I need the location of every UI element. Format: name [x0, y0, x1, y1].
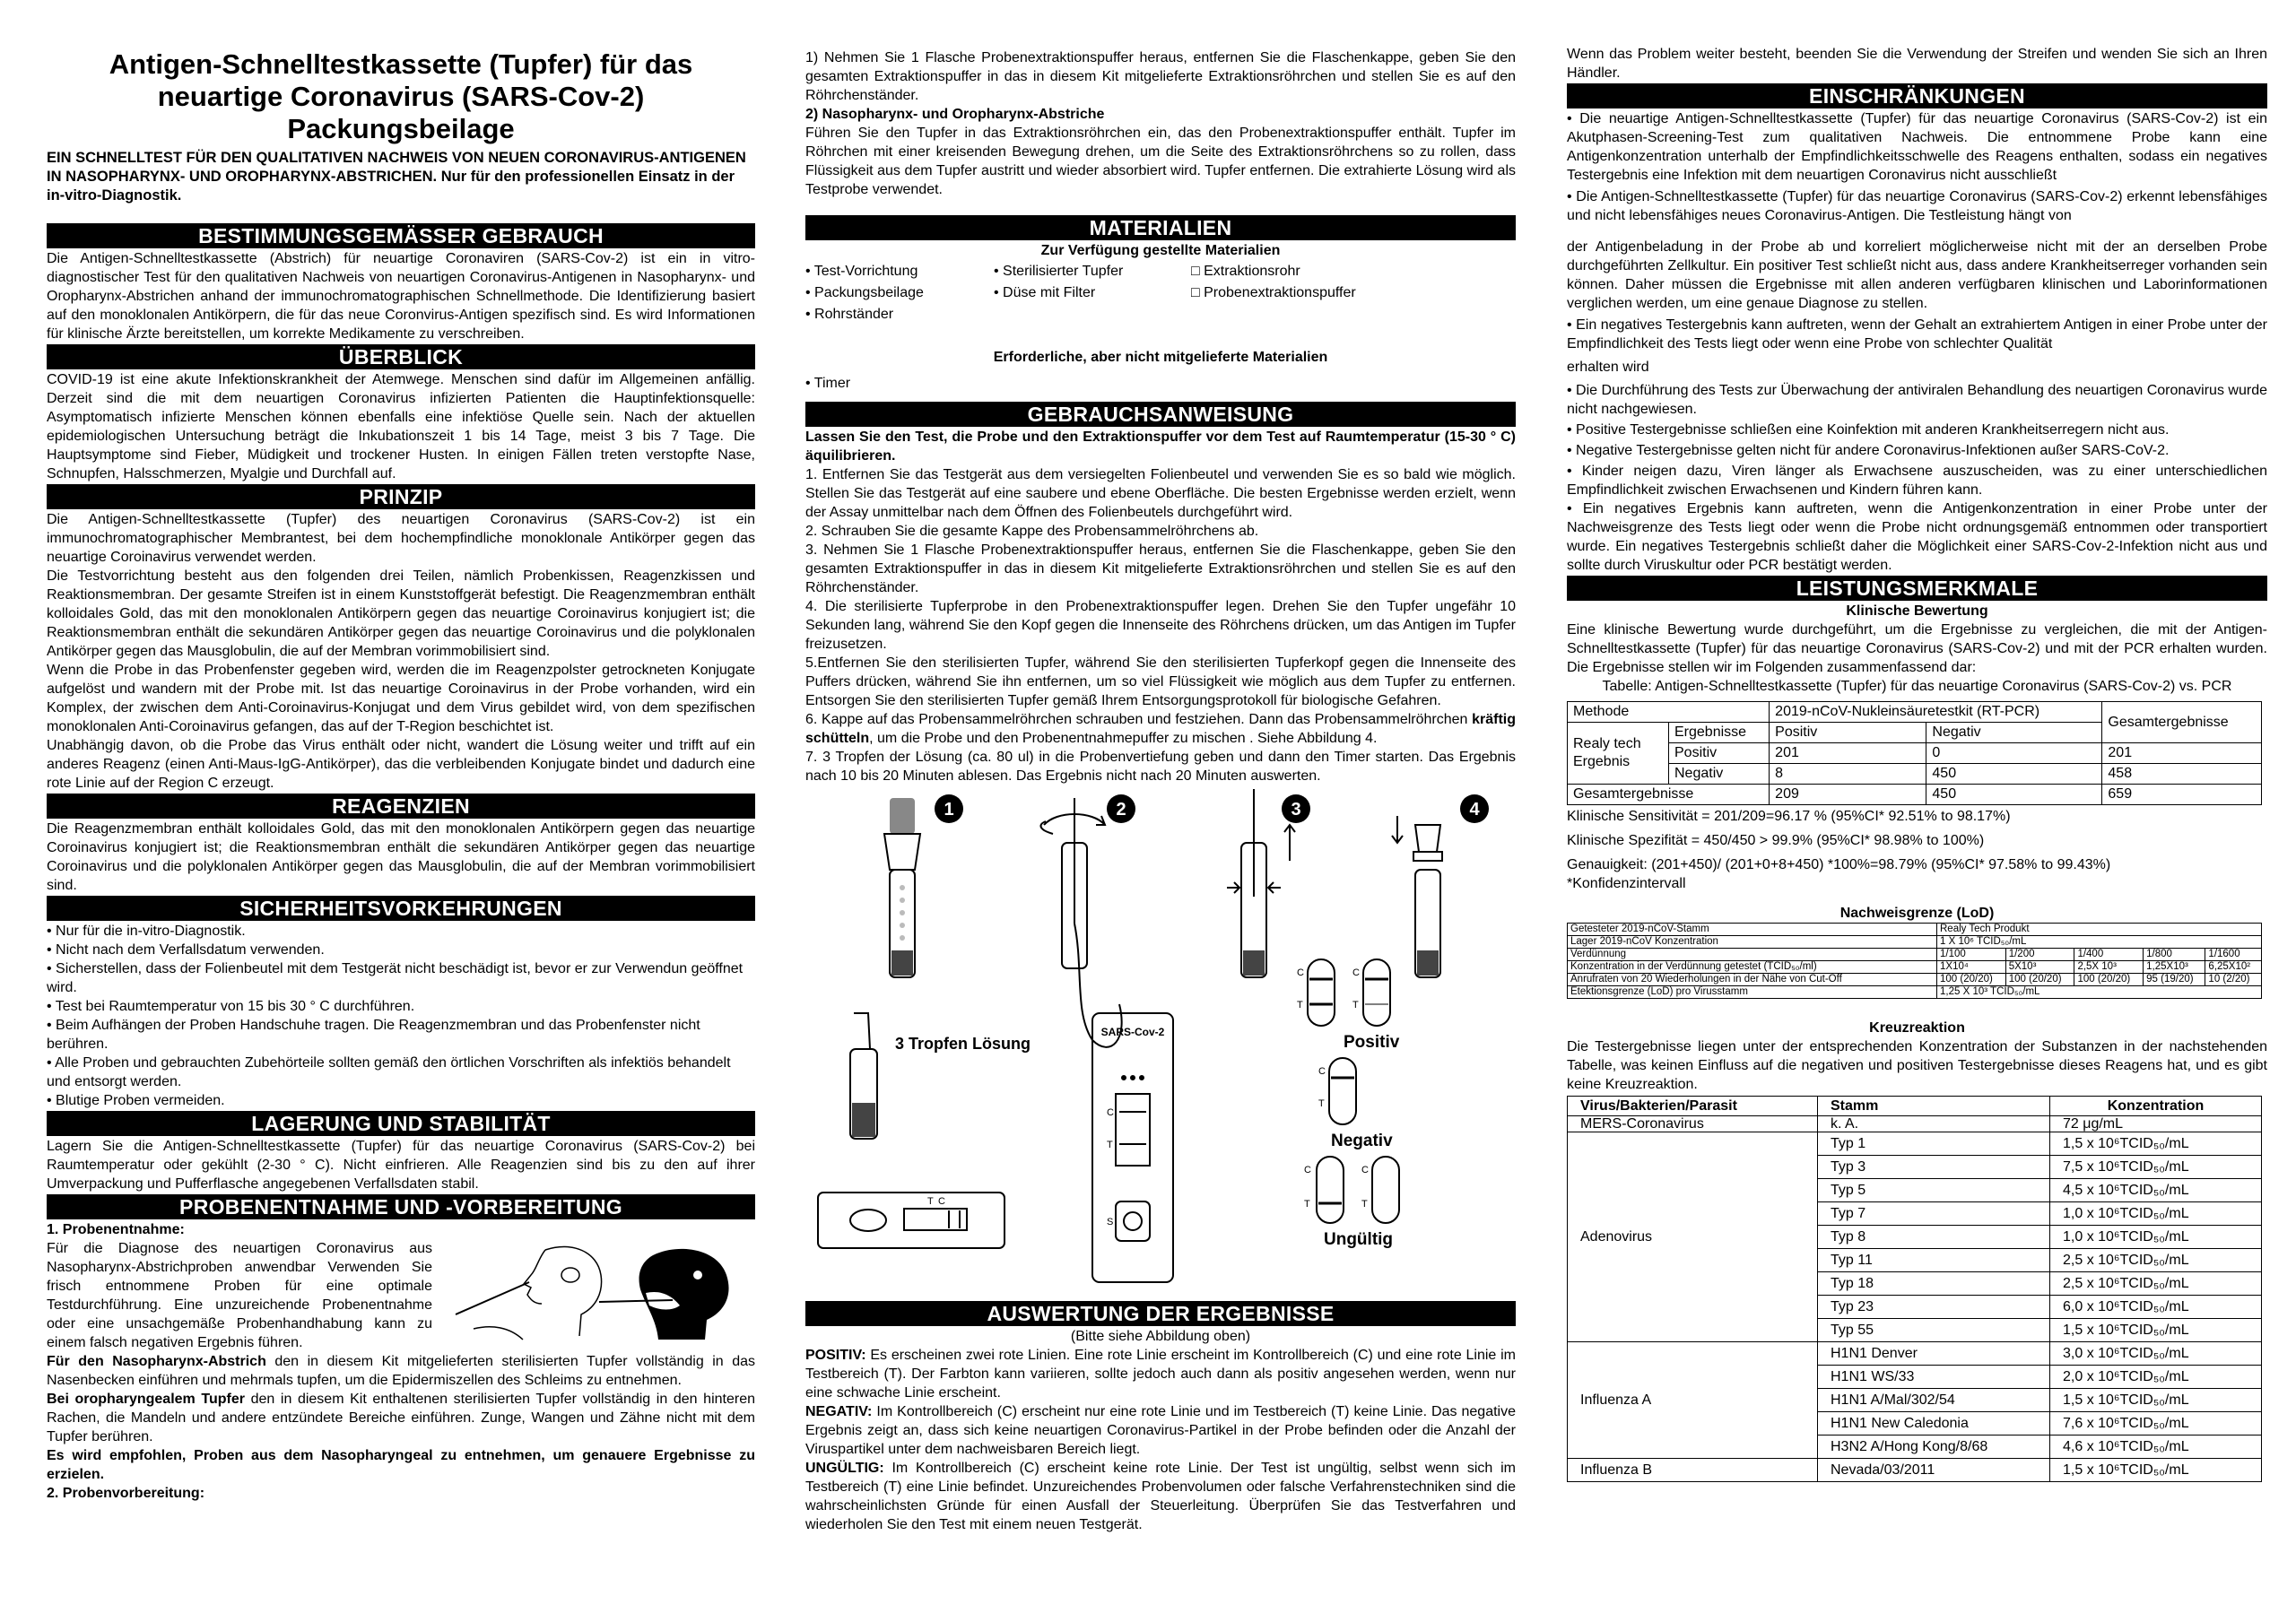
table-cell: H1N1 WS/33	[1818, 1366, 2050, 1389]
table-row	[1568, 1342, 2262, 1366]
table-cell: 1,5 x 10⁶TCID₅₀/mL	[2050, 1319, 2262, 1342]
list-item: • Sicherstellen, dass der Folienbeutel mit dem Testgerät nicht beschädigt ist, bevor er zur Verwendun geöffnet wird.	[47, 961, 744, 995]
kreuz-text: Die Testergebnisse liegen unter der entsprechenden Konzentration der Substanzen in der nachstehenden Tabelle, was keinen Einfluss auf die negativen und positiven Testergebnisse dieses Reagens hat, und es gibt keine Kreuzreaktion.	[1567, 1039, 2267, 1092]
table-cell: 7,5 x 10⁶TCID₅₀/mL	[2050, 1156, 2262, 1179]
anweisung-step: 2. Schrauben Sie die gesamte Kappe des Probensammelröhrchens ab.	[805, 524, 1259, 539]
table-cell: 1,25 X 10³ TCID₅₀/mL	[1937, 986, 2262, 999]
table-row	[1568, 764, 2262, 785]
heading-einschraenkungen: EINSCHRÄNKUNGEN	[1567, 83, 2267, 108]
table-cell: Nevada/03/2011	[1818, 1459, 2050, 1482]
positive-t-label: T	[1297, 1000, 1303, 1010]
list-item: • Alle Proben und gebrauchten Zubehörteile sollten gemäß den örtlichen Vorschriften als infektiös behandelt und entsorgt werden.	[47, 1055, 731, 1089]
table-cell: 6,25X10²	[2205, 961, 2262, 974]
table-cell: 95 (19/20)	[2144, 974, 2205, 986]
table-cell: 1,5 x 10⁶TCID₅₀/mL	[2050, 1389, 2262, 1412]
heading-probenentnahme: PROBENENTNAHME UND -VORBEREITUNG	[47, 1194, 755, 1219]
table-cell: 10 (2/20)	[2205, 974, 2262, 986]
list-item: • Blutige Proben vermeiden.	[47, 1093, 225, 1108]
auswertung-negative	[805, 1402, 1516, 1459]
positive-c-label-2: C	[1352, 967, 1360, 978]
list-item: • Packungsbeilage	[805, 285, 924, 300]
invalid-text: Im Kontrollbereich (C) erscheint keine rote Linie. Der Test ist ungültig, selbst wenn sich im Testbereich (T) eine Linie befindet. Unzureichendes Probenvolumen oder falsche Verfahrenstechniken sind die wahrscheinlichsten Gründe für einen Ausfall der Steuerleitung. Überprüfen Sie das Testverfahren und wiederholen Sie den Test mit einem neuen Testgerät.	[805, 1461, 1516, 1532]
nasal-swab-head-icon	[456, 1246, 602, 1340]
anweisung-step: 4. Die sterilisierte Tupferprobe in den Probenextraktionspuffer legen. Drehen Sie den Tupfer ungefähr 10 Sekunden lang, während Sie den Kopf gegen die Innenseite des Röhrchens drücken, um das Antigen im Tupfer freizusetzen.	[805, 599, 1516, 652]
invalid-label: UNGÜLTIG:	[805, 1461, 884, 1476]
heading-materialien: MATERIALIEN	[805, 215, 1516, 240]
naso-instruction	[47, 1352, 755, 1390]
column-right	[1567, 45, 2267, 1482]
sicherheit-list	[47, 922, 755, 1110]
table-cell: Typ 55	[1818, 1319, 2050, 1342]
table-cell: Konzentration in der Verdünnung getestet (TCID₅₀/ml)	[1568, 961, 1937, 974]
table-row	[1568, 936, 2262, 949]
negative-label: NEGATIV:	[805, 1404, 873, 1419]
negative-c-label: C	[1318, 1066, 1326, 1077]
table-row	[1568, 924, 2262, 936]
table-cell: 1,5 x 10⁶TCID₅₀/mL	[2050, 1459, 2262, 1482]
limitation-item: • Positive Testergebnisse schließen eine Koinfektion mit anderen Krankheitserregern nicht aus.	[1567, 422, 2170, 438]
table-cell: 1,0 x 10⁶TCID₅₀/mL	[2050, 1202, 2262, 1226]
auswertung-note: (Bitte siehe Abbildung oben)	[1070, 1329, 1251, 1344]
table-row	[1568, 785, 2262, 805]
table-row	[1568, 1459, 2262, 1482]
table-cell: Adenovirus	[1568, 1132, 1818, 1342]
table-cell: Typ 5	[1818, 1179, 2050, 1202]
invalid-t-label-2: T	[1361, 1199, 1368, 1210]
table-row	[1568, 974, 2262, 986]
leistung-sub: Klinische Bewertung	[1846, 603, 1988, 619]
cross-reaction-table	[1567, 1096, 2262, 1482]
materialien-provided-title: Zur Verfügung gestellte Materialien	[1040, 243, 1281, 258]
table-cell: 100 (20/20)	[1937, 974, 2006, 986]
table-cell: Typ 18	[1818, 1272, 2050, 1296]
table-cell: Negativ	[1669, 764, 1770, 785]
list-item: • Düse mit Filter	[994, 285, 1096, 300]
table-cell: 201	[2102, 743, 2262, 764]
limitation-item: der Antigenbeladung in der Probe ab und korreliert möglicherweise nicht mit der an derselben Probe durchgeführten Zellkultur. Ein positiver Test schließt nicht aus, dass andere Krankheitserreger vorhanden sein können. Daher müssen die Ergebnisse mit allen anderen verfügbaren klinischen und Laborinformationen verglichen werden, um eine genaue Diagnose zu stellen.	[1567, 239, 2267, 311]
list-item: □ Probenextraktionspuffer	[1191, 285, 1356, 300]
table-caption: Tabelle: Antigen-Schnelltestkassette (Tupfer) für das neuartige Coronavirus (SARS-Cov-2) vs. PCR	[1602, 679, 2232, 694]
table-cell: 1/800	[2144, 949, 2205, 961]
table-cell: 201	[1770, 743, 1926, 764]
oro-text: den in diesem Kit enthaltenen sterilisierten Tupfer vollständig in den hinteren Rachen, die Mandeln und andere entzündete Bereiche einführen. Zunge, Wangen und Zähne nicht mit dem Tupfer berühren.	[47, 1392, 755, 1444]
table-header: Konzentration	[2050, 1097, 2262, 1116]
heading-auswertung: AUSWERTUNG DER ERGEBNISSE	[805, 1301, 1516, 1326]
invalid-c-label-2: C	[1361, 1165, 1369, 1175]
step6-text-end: , um die Probe und den Probenentnahmepuffer zu mischen . Siehe Abbildung 4.	[869, 731, 1378, 746]
heading-anweisung: GEBRAUCHSANWEISUNG	[805, 402, 1516, 427]
limitation-item: erhalten wird	[1567, 360, 1649, 375]
anweisung-intro: Lassen Sie den Test, die Probe und den Extraktionspuffer vor dem Test auf Raumtemperatur (15-30 ° C) äquilibrieren.	[805, 429, 1516, 464]
vorbereitung-item-2-text: Führen Sie den Tupfer in das Extraktionsröhrchen ein, das den Probenextraktionspuffer enthält. Tupfer im Röhrchen mit einer kreisenden Bewegung drehen, um die Seite des Extraktionsröhrchens so zu rollen, dass Flüssigkeit aus dem Tupfer austritt und wieder absorbiert wird. Tupfer entfernen. Die extrahierte Lösung wird als Testprobe verwendet.	[805, 126, 1516, 197]
table-header-row	[1568, 1097, 2262, 1116]
table-row	[1568, 702, 2262, 723]
document-title: Antigen-Schnelltestkassette (Tupfer) für das neuartige Coronavirus (SARS-Cov-2) Packungsbeilage	[109, 48, 693, 144]
probenentnahme-step1-text: Für die Diagnose des neuartigen Coronavirus aus Nasopharynx-Abstrichproben anwendbar Verwenden Sie frisch entnommene Proben für eine optimale Testdurchführung. Eine unzureichende Probenentnahme oder eine unsachgemäße Probenhandhabung kann zu einem falsch negativen Ergebnis führen.	[47, 1241, 432, 1350]
step-3-number: 3	[1291, 800, 1301, 820]
limitation-item: • Ein negatives Ergebnis kann auftreten, wenn die Antigenkonzentration in einer Probe unter der Nachweisgrenze des Tests liegt oder wenn die Probe nicht ordnungsgemäß entnommen oder transportiert wurde. Ein negatives Testergebnis schließt daher die Möglichkeit einer SARS-Cov-2-Infektion nicht aus und sollte durch Viruskultur oder PCR bestätigt werden.	[1567, 501, 2267, 573]
limitation-item: • Die Durchführung des Tests zur Überwachung der antiviralen Behandlung des neuartigen Coronavirus wurde nicht nachgewiesen.	[1567, 383, 2267, 417]
table-cell: 450	[1926, 785, 2102, 805]
step-4-cap-icon	[1392, 816, 1442, 977]
table-cell: Anrufraten von 20 Wiederholungen in der Nähe von Cut-Off	[1568, 974, 1937, 986]
table-cell: 1X10⁴	[1937, 961, 2006, 974]
leistung-text: Eine klinische Bewertung wurde durchgeführt, um die Ergebnisse zu vergleichen, die mit der Antigen-Schnelltestkassette (Tupfer) für das neuartige Coronavirus (SARS-Cov-2) und mit der PCR erhalten wurden. Die Ergebnisse stellen wir im Folgenden zusammenfassend dar:	[1567, 622, 2267, 675]
prinzip-paragraph: Die Testvorrichtung besteht aus den folgenden drei Teilen, nämlich Probenkissen, Reagenzkissen und Reaktionsmembran. Der gesamte Streifen ist in einem Kunststoffgerät befestigt. Die Reagenzmembran enthält kolloidales Gold, das mit den monoklonalen Antikörpern gegen das neuartige Coroinavirus konjugiert ist; die Reaktionsmembran enthält die sekundären Antikörper gegen das neuartige Coroinavirus und die polyklonalen Antikörper gegen das Mausglobulin, die auf der Membran vorimmobilisiert sind.	[47, 568, 755, 659]
table-cell: H1N1 New Caledonia	[1818, 1412, 2050, 1436]
column-middle	[805, 48, 1516, 1534]
anweisung-step: 3. Nehmen Sie 1 Flasche Probenextraktionspuffer heraus, entfernen Sie die Flaschenkappe, geben Sie den gesamten Extraktionspuffer in das in diesem Kit mitgelieferte Extraktionsröhrchen und stellen Sie es auf den Röhrchenständer.	[805, 542, 1516, 595]
anweisung-step-6	[805, 710, 1516, 748]
table-cell: Getesteter 2019-nCoV-Stamm	[1568, 924, 1937, 936]
table-cell: Ergebnisse	[1669, 723, 1770, 743]
prinzip-paragraph: Die Antigen-Schnelltestkassette (Tupfer) des neuartigen Coronavirus (SARS-Cov-2) ist ein immunochromatographischer Membrantest, bei dem hochempfindliche monoklonale Antikörper gegen das neuartige Coroinavirus verwendet werden.	[47, 512, 755, 565]
table-cell: Typ 7	[1818, 1202, 2050, 1226]
step-2-number: 2	[1116, 800, 1126, 820]
table-cell: 1,25X10³	[2144, 961, 2205, 974]
cassette-flat-icon	[818, 1193, 1004, 1248]
table-row	[1568, 986, 2262, 999]
table-cell: 458	[2102, 764, 2262, 785]
table-row	[1568, 949, 2262, 961]
table-cell: 100 (20/20)	[2005, 974, 2074, 986]
table-cell: 4,6 x 10⁶TCID₅₀/mL	[2050, 1436, 2262, 1459]
table-cell: Positiv	[1669, 743, 1770, 764]
step-1-number: 1	[944, 800, 954, 820]
list-item: □ Extraktionsrohr	[1191, 264, 1300, 279]
cassette-brand-label: SARS-Cov-2	[1100, 1026, 1165, 1038]
table-row	[1568, 1116, 2262, 1132]
table-cell: 209	[1770, 785, 1926, 805]
table-cell: Negativ	[1926, 723, 2102, 743]
limitation-item: • Die Antigen-Schnelltestkassette (Tupfer) für das neuartige Coronavirus (SARS-Cov-2) erkennt lebensfähiges und nicht lebensfähiges neues Coronavirus-Antigen. Die Testleistung hängt von	[1567, 189, 2267, 223]
probenvorbereitung-title: 2. Probenvorbereitung:	[47, 1486, 205, 1501]
table-cell: Typ 23	[1818, 1296, 2050, 1319]
table-cell: 5X10³	[2005, 961, 2074, 974]
table-cell: Gesamtergebnisse	[2102, 702, 2262, 743]
list-item: • Test-Vorrichtung	[805, 264, 918, 279]
reagenzien-text: Die Reagenzmembran enthält kolloidales Gold, das mit den monoklonalen Antikörpern gegen das neuartige Coroinavirus konjugiert ist; die Reaktionsmembran enthält die sekundären Antikörper gegen das neuartige Coroinavirus und die polyklonalen Antikörper gegen das Mausglobulin, die auf der Membran vorimmobilisiert sind.	[47, 821, 755, 893]
table-cell: 1,5 x 10⁶TCID₅₀/mL	[2050, 1132, 2262, 1156]
table-row	[1568, 961, 2262, 974]
step6-bold: kräftig schütteln	[805, 712, 1516, 746]
table-cell: 6,0 x 10⁶TCID₅₀/mL	[2050, 1296, 2262, 1319]
positive-label: POSITIV:	[805, 1348, 866, 1363]
oro-instruction	[47, 1390, 755, 1446]
table-cell: Positiv	[1770, 723, 1926, 743]
sensitivity-text: Klinische Sensitivität = 201/209=96.17 % (95%CI* 92.51% to 98.17%)	[1567, 809, 2011, 824]
positive-text: Es erscheinen zwei rote Linien. Eine rote Linie erscheint im Kontrollbereich (C) und eine rote Linie im Testbereich (T). Der Farbton kann variieren, sollte jedoch auch dann als positiv angesehen werden, wenn nur eine schwache Linie erscheint.	[805, 1348, 1516, 1401]
table-cell: 659	[2102, 785, 2262, 805]
table-cell: H3N2 A/Hong Kong/8/68	[1818, 1436, 2050, 1459]
table-cell: Etektionsgrenze (LoD) pro Virusstamm	[1568, 986, 1937, 999]
step-1-tube-icon	[884, 798, 920, 977]
materialien-provided-list	[805, 264, 1516, 323]
cassette-t-label: T	[1107, 1140, 1113, 1150]
limitation-item: • Negative Testergebnisse gelten nicht für andere Coronavirus-Infektionen außer SARS-CoV-2.	[1567, 443, 2170, 458]
table-cell: 72 μg/mL	[2050, 1116, 2262, 1132]
prinzip-paragraph: Wenn die Probe in das Probenfenster gegeben wird, werden die im Reagenzpolster getrockneten Konjugate aufgelöst und wandern mit der Probe mit. Ist das neuartige Coroinavirus in der Probe vorhanden, wird ein Komplex, der zwischen dem Anti-Coroinavirus-Konjugat und dem Virus gebildet wird, von dem spezifischen monoklonalen Anti-Coroinavirus gefangen, das auf der T-Region beschichtet ist.	[47, 663, 755, 734]
table-row	[1568, 743, 2262, 764]
table-cell: 450	[1926, 764, 2102, 785]
table-cell: 7,6 x 10⁶TCID₅₀/mL	[2050, 1412, 2262, 1436]
table-cell: 100 (20/20)	[2074, 974, 2144, 986]
cassette-s-label: S	[1107, 1217, 1114, 1227]
list-item: • Test bei Raumtemperatur von 15 bis 30 ° C durchführen.	[47, 999, 415, 1014]
auswertung-invalid	[805, 1459, 1516, 1534]
table-cell: Influenza A	[1568, 1342, 1818, 1459]
oral-swab-head-icon	[599, 1249, 729, 1340]
heading-lagerung: LAGERUNG UND STABILITÄT	[47, 1111, 755, 1136]
accuracy-text: Genauigkeit: (201+450)/ (201+0+8+450) *100%=98.79% (95%CI* 97.58% to 99.43%)	[1567, 857, 2111, 872]
table-cell: Influenza B	[1568, 1459, 1818, 1482]
heading-sicherheit: SICHERHEITSVORKEHRUNGEN	[47, 896, 755, 921]
step-2-swab-rotate-icon	[1040, 798, 1121, 1047]
table-cell: Realy Tech Produkt	[1937, 924, 2262, 936]
limitation-item: • Die neuartige Antigen-Schnelltestkassette (Tupfer) für das neuartige Coronavirus (SARS-Cov-2) ist ein Akutphasen-Screening-Test zum qualitativen Nachweis. Die entnommene Probe kann eine Antigenkonzentration unterhalb der Empfindlichkeitsschwelle des Reagens enthalten, sodass ein negatives Testergebnis eine Infektion mit dem neuartigen Coronavirus nicht ausschließt	[1567, 111, 2267, 183]
table-cell: 1,0 x 10⁶TCID₅₀/mL	[2050, 1226, 2262, 1249]
cassette-flat-t-label: T	[927, 1196, 934, 1207]
positive-c-label: C	[1297, 967, 1304, 978]
table-cell: 1/100	[1937, 949, 2006, 961]
table-cell: 0	[1926, 743, 2102, 764]
table-cell: Typ 3	[1818, 1156, 2050, 1179]
list-item: • Beim Aufhängen der Proben Handschuhe tragen. Die Reagenzmembran und das Probenfenster nicht berühren.	[47, 1018, 700, 1052]
cassette-c-label: C	[1107, 1107, 1114, 1118]
result-negative-icon	[1329, 1058, 1356, 1124]
naso-text: den in diesem Kit mitgelieferten sterilisierten Tupfer vollständig in das Nasenbecken einführen und mehrmals tupfen, um die Epidermiszellen des Schleims zu entnehmen.	[47, 1354, 756, 1388]
table-cell: Typ 8	[1818, 1226, 2050, 1249]
table-cell: 8	[1770, 764, 1926, 785]
heading-leistung: LEISTUNGSMERKMALE	[1567, 576, 2267, 601]
table-cell: 2019-nCoV-Nukleinsäuretestkit (RT-PCR)	[1770, 702, 2102, 723]
list-item: • Nicht nach dem Verfallsdatum verwenden.	[47, 942, 325, 958]
lagerung-text: Lagern Sie die Antigen-Schnelltestkassette (Tupfer) für das neuartige Coronavirus (SARS-Cov-2) bei Raumtemperatur oder gekühlt (2-30 ° C). Nicht einfrieren. Alle Reagenzien sind bis zu den auf ihrer Umverpackung und Pufferflasche angegebenen Verfallsdaten stabil.	[47, 1139, 755, 1192]
table-cell: MERS-Coronavirus	[1568, 1116, 1818, 1132]
cassette-flat-c-label: C	[938, 1196, 945, 1207]
table-cell: Gesamtergebnisse	[1568, 785, 1770, 805]
dropper-tube-icon	[850, 1013, 877, 1139]
probenentnahme-block	[47, 1239, 755, 1352]
procedure-figure	[805, 789, 1516, 1300]
specificity-text: Klinische Spezifität = 450/450 > 99.9% (95%CI* 98.98% to 100%)	[1567, 833, 1985, 848]
table-cell: Realy tech Ergebnis	[1568, 723, 1669, 785]
cassette-upright-icon	[1092, 1013, 1173, 1282]
lod-table	[1567, 923, 2262, 999]
table-cell: 2,5 x 10⁶TCID₅₀/mL	[2050, 1249, 2262, 1272]
materialien-required-item: • Timer	[805, 376, 851, 391]
table-header: Stamm	[1818, 1097, 2050, 1116]
invalid-c-label: C	[1304, 1165, 1311, 1175]
list-item: • Nur für die in-vitro-Diagnostik.	[47, 924, 246, 939]
table-cell: 1 X 10⁶ TCID₅₀/mL	[1937, 936, 2262, 949]
table-cell: Methode	[1568, 702, 1770, 723]
oro-label: Bei oropharyngealem Tupfer	[47, 1392, 245, 1407]
table-cell: k. A.	[1818, 1116, 2050, 1132]
prinzip-paragraph: Unabhängig davon, ob die Probe das Virus enthält oder nicht, wandert die Lösung weiter und trifft auf ein anderes Reagenz (einen Anti-Maus-IgG-Antikörper), das die verbleibenden Konjugate bindet und dadurch eine rote Linie auf der Region C erzeugt.	[47, 738, 755, 791]
clinical-comparison-table	[1567, 701, 2262, 805]
document-subtitle: EIN SCHNELLTEST FÜR DEN QUALITATIVEN NACHWEIS VON NEUEN CORONAVIRUS-ANTIGENEN IN NASOPHARYNX- UND OROPHARYNX-ABSTRICHEN. Nur für den professionellen Einsatz in der in-vitro-Diagnostik.	[47, 150, 746, 204]
list-item: • Sterilisierter Tupfer	[994, 264, 1124, 279]
negative-t-label: T	[1318, 1098, 1325, 1109]
anweisung-step: 5.Entfernen Sie den sterilisierten Tupfer, während Sie den sterilisierten Tupferkopf gegen die Innenseite des Puffers drücken, während Sie ihn entfernen, um so viel Flüssigkeit wie möglich aus dem Tupfer zu entfernen. Entsorgen Sie den sterilisierten Tupfer gemäß Ihrem Entsorgungsprotokoll für biologische Gefahren.	[805, 655, 1516, 708]
vorbereitung-item-2-title: 2) Nasopharynx- und Oropharynx-Abstriche	[805, 107, 1105, 122]
table-cell: 1/400	[2074, 949, 2144, 961]
column-left	[47, 39, 755, 1503]
auswertung-positive	[805, 1346, 1516, 1402]
limitation-item: • Kinder neigen dazu, Viren länger als Erwachsene auszuscheiden, was zu einer unterschiedlichen Empfindlichkeit zwischen Erwachsenen und Kindern führen kann.	[1567, 464, 2267, 498]
recommendation-text: Es wird empfohlen, Proben aus dem Nasopharyngeal zu entnehmen, um genauere Ergebnisse zu erzielen.	[47, 1448, 755, 1482]
kreuz-title: Kreuzreaktion	[1869, 1020, 1965, 1036]
probenentnahme-step1-title: 1. Probenentnahme:	[47, 1222, 185, 1237]
table-cell: 2,0 x 10⁶TCID₅₀/mL	[2050, 1366, 2262, 1389]
positive-t-label-2: T	[1352, 1000, 1359, 1010]
table-cell: H1N1 A/Mal/302/54	[1818, 1389, 2050, 1412]
negative-text: Im Kontrollbereich (C) erscheint nur eine rote Linie und im Testbereich (T) keine Linie. Das negative Ergebnis zeigt an, dass sich keine neuartigen Coronavirus-Partikel in der Probe befinden oder die Anzahl der Viruspartikel unter dem nachweisbaren Bereich liegt.	[805, 1404, 1516, 1457]
result-invalid-label: Ungültig	[1324, 1230, 1394, 1249]
table-cell: 4,5 x 10⁶TCID₅₀/mL	[2050, 1179, 2262, 1202]
step6-text: 6. Kappe auf das Probensammelröhrchen schrauben und festziehen. Dann das Probensammelröhrchen	[805, 712, 1473, 727]
table-cell: Verdünnung	[1568, 949, 1937, 961]
heading-prinzip: PRINZIP	[47, 484, 755, 509]
swab-sampling-illustration	[438, 1239, 752, 1345]
table-row	[1568, 1132, 2262, 1156]
table-cell: 2,5 x 10⁶TCID₅₀/mL	[2050, 1272, 2262, 1296]
bestimmung-text: Die Antigen-Schnelltestkassette (Abstrich) für neuartige Coronaviren (SARS-Cov-2) ist ein in vitro-diagnostischer Test für den qualitativen Nachweis von neuartigen Coronavirus-Antigenen in Nasopharynx- und Oropharynx-Abstrichen anhand der immunochromatographischen Schnellmethode. Die Identifizierung basiert auf den monoklonalen Antikörpern, die für das neue Coronvirus-Antigen spezifisch sind. Es wird Informationen für klinische Ärzte bereitstellen, um korrekte Medikamente zu verschreiben.	[47, 251, 755, 342]
ci-note: *Konfidenzintervall	[1567, 876, 1686, 891]
step-4-number: 4	[1469, 800, 1480, 820]
anweisung-step-7: 7. 3 Tropfen der Lösung (ca. 80 ul) in die Probenvertiefung geben und dann den Timer starten. Das Ergebnis nach 10 bis 20 Minuten ablesen. Das Ergebnis nicht nach 20 Minuten auswerten.	[805, 750, 1516, 784]
lod-title: Nachweisgrenze (LoD)	[1839, 906, 1995, 921]
limitation-item: • Ein negatives Testergebnis kann auftreten, wenn der Gehalt an extrahiertem Antigen in einer Probe unter der Empfindlichkeit des Tests liegt oder wenn eine Probe von schlechter Qualität	[1567, 317, 2267, 351]
result-positive-icon	[1308, 959, 1390, 1026]
materialien-required-title: Erforderliche, aber nicht mitgelieferte Materialien	[993, 350, 1328, 365]
naso-label: Für den Nasopharynx-Abstrich	[47, 1354, 266, 1369]
ueberblick-text: COVID-19 ist eine akute Infektionskrankheit der Atemwege. Menschen sind dafür im Allgemeinen anfällig. Derzeit sind die mit dem neuartigen Coronavirus infizierten Patienten die Hauptinfektionsquelle: Asymptomatisch infizierte Menschen können ebenfalls eine infektiöse Quelle sein. Nach der aktuellen epidemiologischen Untersuchung beträgt die Inkubationszeit 1 bis 14 Tage, meist 3 bis 7 Tage. Die Hauptsymptome sind Fieber, Müdigkeit und trockener Husten. In einigen Fällen treten verstopfte Nase, Schnupfen, Halsschmerzen, Myalgie und Durchfall auf.	[47, 372, 755, 481]
heading-reagenzien: REAGENZIEN	[47, 794, 755, 819]
heading-ueberblick: ÜBERBLICK	[47, 344, 755, 369]
problem-note: Wenn das Problem weiter besteht, beenden Sie die Verwendung der Streifen und wenden Sie sich an Ihren Händler.	[1567, 47, 2267, 81]
table-cell: Lager 2019-nCoV Konzentration	[1568, 936, 1937, 949]
drops-label: 3 Tropfen Lösung	[895, 1035, 1031, 1053]
vorbereitung-item-1: 1) Nehmen Sie 1 Flasche Probenextraktionspuffer heraus, entfernen Sie die Flaschenkappe, geben Sie den gesamten Extraktionspuffer in das in diesem Kit mitgelieferte Extraktionsröhrchen und stellen Sie es auf den Röhrchenständer.	[805, 50, 1516, 103]
table-cell: 1/1600	[2205, 949, 2262, 961]
result-invalid-icon	[1317, 1157, 1399, 1223]
result-negative-label: Negativ	[1331, 1132, 1393, 1150]
invalid-t-label: T	[1304, 1199, 1310, 1210]
heading-bestimmung: BESTIMMUNGSGEMÄSSER GEBRAUCH	[47, 223, 755, 248]
table-header: Virus/Bakterien/Parasit	[1568, 1097, 1818, 1116]
table-cell: 1/200	[2005, 949, 2074, 961]
result-positive-label: Positiv	[1344, 1033, 1400, 1052]
table-cell: 2,5X 10³	[2074, 961, 2144, 974]
table-cell: Typ 11	[1818, 1249, 2050, 1272]
anweisung-step: 1. Entfernen Sie das Testgerät aus dem versiegelten Folienbeutel und verwenden Sie es so bald wie möglich. Stellen Sie das Testgerät auf eine saubere und ebene Oberfläche. Die besten Ergebnisse werden erzielt, wenn der Assay unmittelbar nach dem Öffnen des Folienbeutels durchgeführt wird.	[805, 467, 1516, 520]
table-cell: Typ 1	[1818, 1132, 2050, 1156]
list-item: • Rohrständer	[805, 307, 894, 322]
table-cell: H1N1 Denver	[1818, 1342, 2050, 1366]
table-cell: 3,0 x 10⁶TCID₅₀/mL	[2050, 1342, 2262, 1366]
